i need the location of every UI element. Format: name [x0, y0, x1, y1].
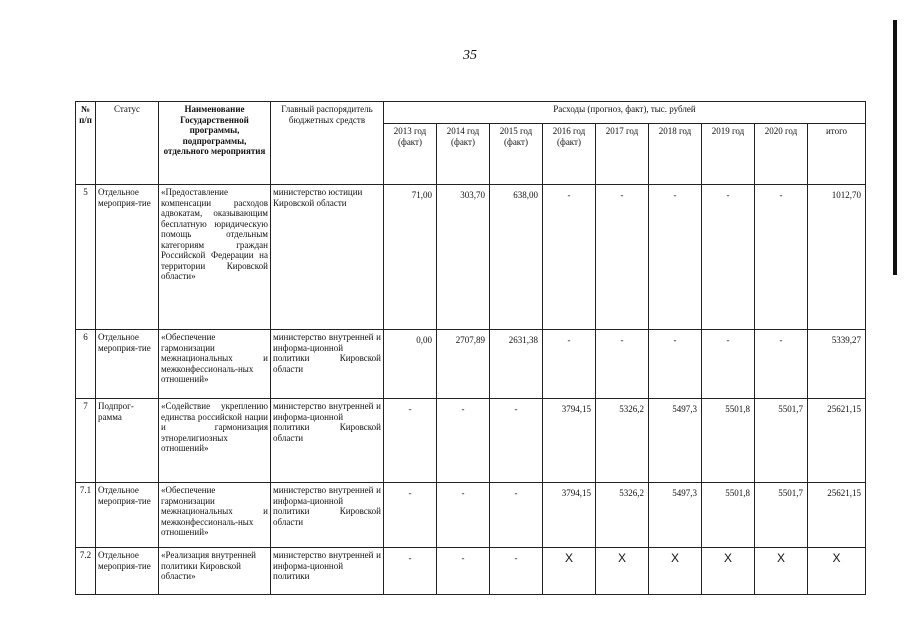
row-value: -: [437, 548, 490, 595]
row-value: 5326,2: [596, 483, 649, 548]
row-status: Отдельное мероприя-тие: [96, 185, 159, 330]
expenses-table: [75, 101, 866, 595]
row-value: -: [702, 185, 755, 330]
row-num: 7.1: [76, 483, 96, 548]
row-value: 5497,3: [649, 483, 702, 548]
table-row: [76, 548, 866, 595]
col-header-status: Статус: [96, 102, 159, 185]
row-value: -: [543, 330, 596, 399]
row-value: 2707,89: [437, 330, 490, 399]
row-value: 3794,15: [543, 399, 596, 483]
row-value: -: [755, 185, 808, 330]
row-value: 3794,15: [543, 483, 596, 548]
row-value: -: [490, 483, 543, 548]
row-value: -: [596, 185, 649, 330]
row-manager: министерство юстиции Кировской области: [271, 185, 384, 330]
row-value: 5497,3: [649, 399, 702, 483]
row-num: 6: [76, 330, 96, 399]
col-header-year: 2019 год: [702, 124, 755, 185]
col-header-name: Наименование Государственной программы, подпрограммы, отдельного мероприятия: [159, 102, 271, 185]
row-num: 7.2: [76, 548, 96, 595]
row-value: -: [384, 548, 437, 595]
row-num: 5: [76, 185, 96, 330]
col-header-year: 2014 год (факт): [437, 124, 490, 185]
row-value: 5326,2: [596, 399, 649, 483]
row-value: 5501,8: [702, 483, 755, 548]
row-value: -: [702, 330, 755, 399]
row-value: 5501,7: [755, 399, 808, 483]
table-row: [76, 185, 866, 330]
row-manager: министерство внутренней и информа-ционной политики Кировской области: [271, 399, 384, 483]
row-value: 5501,7: [755, 483, 808, 548]
table-row: [76, 399, 866, 483]
row-total: Х: [808, 548, 866, 595]
row-name: «Предоставление компенсации расходов адвокатам, оказывающим бесплатную юридическую помощь отдельным категориям граждан Российской Федерации на территории Кировской области»: [159, 185, 271, 330]
col-header-year: 2017 год: [596, 124, 649, 185]
row-value: 71,00: [384, 185, 437, 330]
col-header-year: 2013 год (факт): [384, 124, 437, 185]
col-header-num: № п/п: [76, 102, 96, 185]
col-header-year: 2020 год: [755, 124, 808, 185]
col-header-manager: Главный распорядитель бюджетных средств: [271, 102, 384, 185]
row-value: -: [384, 399, 437, 483]
row-value: 303,70: [437, 185, 490, 330]
table-row: [76, 483, 866, 548]
row-value: Х: [649, 548, 702, 595]
row-name: «Содействие укреплению единства российской нации и гармонизация этнорелигиозных отношений»: [159, 399, 271, 483]
row-value: 5501,8: [702, 399, 755, 483]
row-total: 1012,70: [808, 185, 866, 330]
row-total: 25621,15: [808, 483, 866, 548]
row-name: «Реализация внутренней политики Кировской области»: [159, 548, 271, 595]
row-total: 25621,15: [808, 399, 866, 483]
row-name: «Обеспечение гармонизации межнациональных и межконфессиональ-ных отношений»: [159, 483, 271, 548]
row-manager: министерство внутренней и информа-ционной политики Кировской области: [271, 330, 384, 399]
row-status: Отдельное мероприя-тие: [96, 548, 159, 595]
table-row: [76, 330, 866, 399]
row-value: -: [384, 483, 437, 548]
row-value: 0,00: [384, 330, 437, 399]
row-value: -: [437, 399, 490, 483]
row-value: -: [755, 330, 808, 399]
row-value: -: [596, 330, 649, 399]
row-value: -: [543, 185, 596, 330]
row-name: «Обеспечение гармонизации межнациональных и межконфессиональ-ных отношений»: [159, 330, 271, 399]
row-manager: министерство внутренней и информа-ционной политики Кировской области: [271, 483, 384, 548]
row-status: Отдельное мероприя-тие: [96, 483, 159, 548]
row-manager: министерство внутренней и информа-ционной политики: [271, 548, 384, 595]
row-value: Х: [702, 548, 755, 595]
col-header-year: 2015 год (факт): [490, 124, 543, 185]
row-num: 7: [76, 399, 96, 483]
page-number: 35: [463, 48, 477, 63]
row-total: 5339,27: [808, 330, 866, 399]
row-value: Х: [596, 548, 649, 595]
row-value: -: [490, 548, 543, 595]
row-value: 2631,38: [490, 330, 543, 399]
col-header-year: 2016 год (факт): [543, 124, 596, 185]
scan-edge-mark: [893, 20, 897, 275]
col-header-total: итого: [808, 124, 866, 185]
row-value: Х: [543, 548, 596, 595]
col-header-expenses: Расходы (прогноз, факт), тыс. рублей: [384, 102, 866, 124]
row-value: -: [437, 483, 490, 548]
col-header-year: 2018 год: [649, 124, 702, 185]
row-value: Х: [755, 548, 808, 595]
row-status: Отдельное мероприя-тие: [96, 330, 159, 399]
row-status: Подпрог-рамма: [96, 399, 159, 483]
row-value: -: [649, 185, 702, 330]
row-value: 638,00: [490, 185, 543, 330]
table-header-row: [76, 102, 866, 124]
row-value: -: [490, 399, 543, 483]
row-value: -: [649, 330, 702, 399]
